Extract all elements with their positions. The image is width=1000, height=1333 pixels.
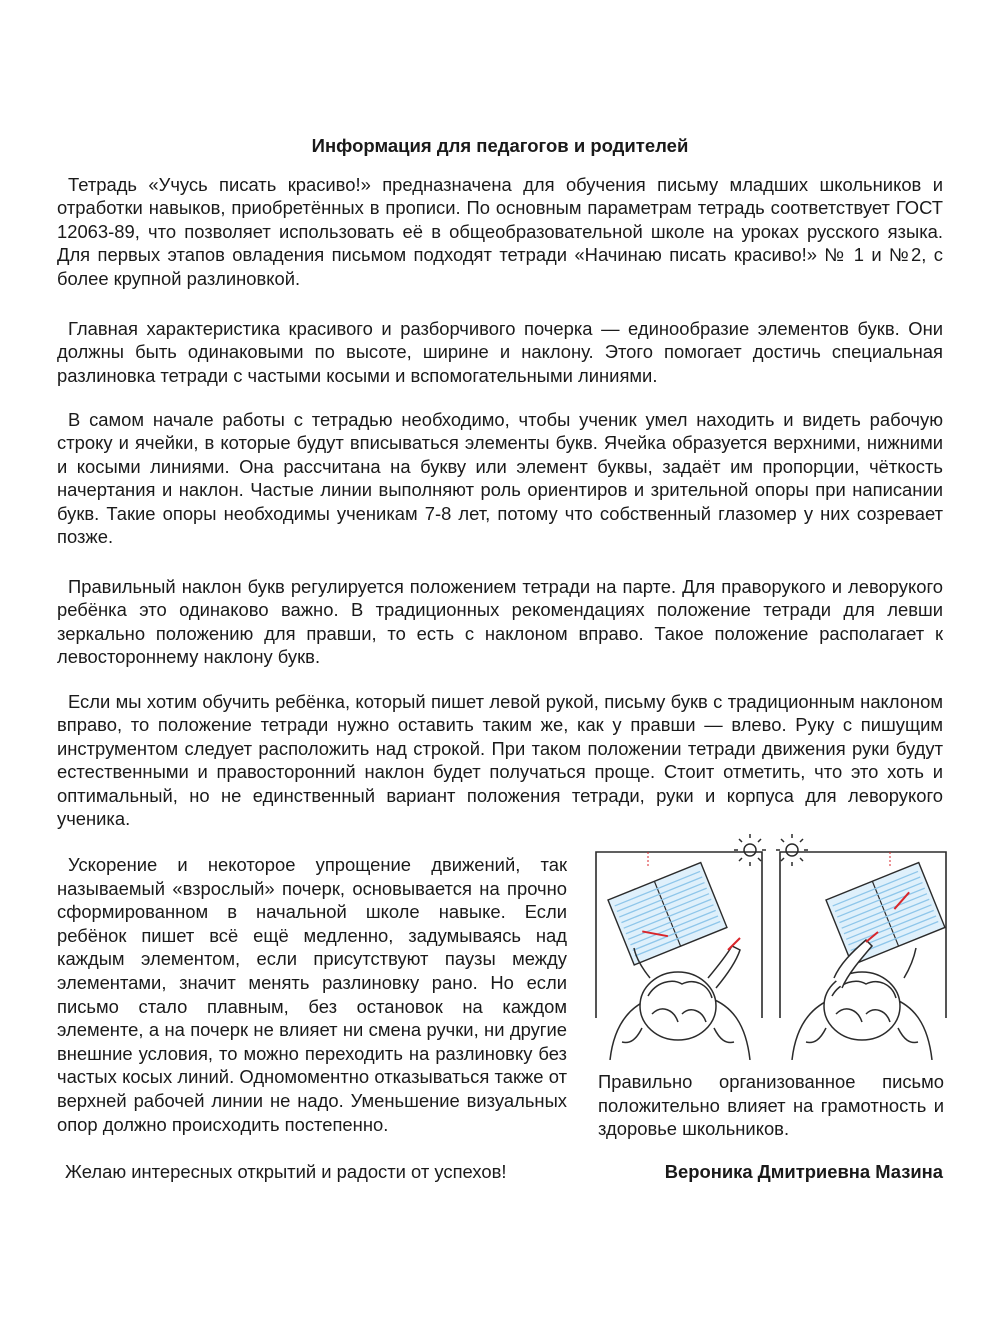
paragraph-handwriting: Главная характеристика красивого и разборчивого почерка — единообразие элементов букв. Они должны быть одинаковыми по высоте, ширине и наклону. Этого помогает достичь специальная разлиновка тетради с частыми косыми и вспомогательными линиями. <box>57 318 943 386</box>
right-child <box>792 932 932 1060</box>
writing-posture-figure <box>590 828 950 1060</box>
paragraph-intro: Тетрадь «Учусь писать красиво!» предназначена для обучения письму младших школьников и отработки навыков, приобретённых в прописи. По основным параметрам тетрадь соответствует ГОСТ 12063-89, что позволяет использовать её в общеобразовательной школе на уроках русского языка. Для первых этапов овладения письмом подходят тетради «Начинаю писать красиво!» № 1 и №2, с более крупной разлиновкой. <box>57 174 943 289</box>
paragraph-left-handed: Если мы хотим обучить ребёнка, который пишет левой рукой, письму букв с традиционным наклоном вправо, то положение тетради нужно оставить таким же, как у правши — влево. Руку с пишущим инструментом следует расположить над строкой. При таком положении тетради движения руки будут естественными и правосторонний наклон будет получаться проще. Стоит отметить, что это хоть и оптимальный, но не единственный вариант положения тетради, руки и корпуса для леворукого ученика. <box>57 691 943 830</box>
child-writing-illustration <box>590 828 950 1060</box>
author-signature: Вероника Дмитриевна Мазина <box>664 1161 943 1182</box>
paragraph-start-work: В самом начале работы с тетрадью необходимо, чтобы ученик умел находить и видеть рабочую строку и ячейки, в которые будут вписываться элементы букв. Ячейка образуется верхними, нижними и косыми линиями. Она рассчитана на букву или элемент буквы, задаёт им пропорции, чёткость начертания и наклон. Частые линии выполняют роль ориентиров и зрительной опоры при написании букв. Такие опоры необходимы ученикам 7-8 лет, потому что собственный глазомер у них созревает позже. <box>57 409 943 548</box>
figure-caption: Правильно организованное письмо положительно влияет на грамотность и здоровье школьников. <box>598 1071 944 1139</box>
page-title: Информация для педагогов и родителей <box>311 135 689 156</box>
closing-wish: Желаю интересных открытий и радости от успехов! <box>65 1161 507 1182</box>
left-notebook <box>608 863 727 965</box>
paragraph-adult-handwriting: Ускорение и некоторое упрощение движений, так называемый «взрослый» почерк, основывается на прочно сформированном в начальной школе навыке. Если ребёнок пишет всё ещё медленно, задумываясь над каждым элементом, если присутствуют паузы между элементами, значит менять разлиновку рано. Но если письмо стало плавным, без остановок на каждом элементе, а на почерк не влияет ни смена ручки, ни другие внешние условия, то можно переходить на разлиновку без частых косых линий. Одномоментно отказываться также от верхней рабочей линии не надо. Уменьшение визуальных опор должно происходить постепенно. <box>57 854 567 1135</box>
right-notebook <box>826 863 945 965</box>
paragraph-slant: Правильный наклон букв регулируется положением тетради на парте. Для праворукого и леворукого ребёнка это одинаково важно. В традиционных рекомендациях положение тетради для левши зеркально положению для правши, то есть с наклоном вправо. Такое положение располагает к левостороннему наклону букв. <box>57 576 943 668</box>
